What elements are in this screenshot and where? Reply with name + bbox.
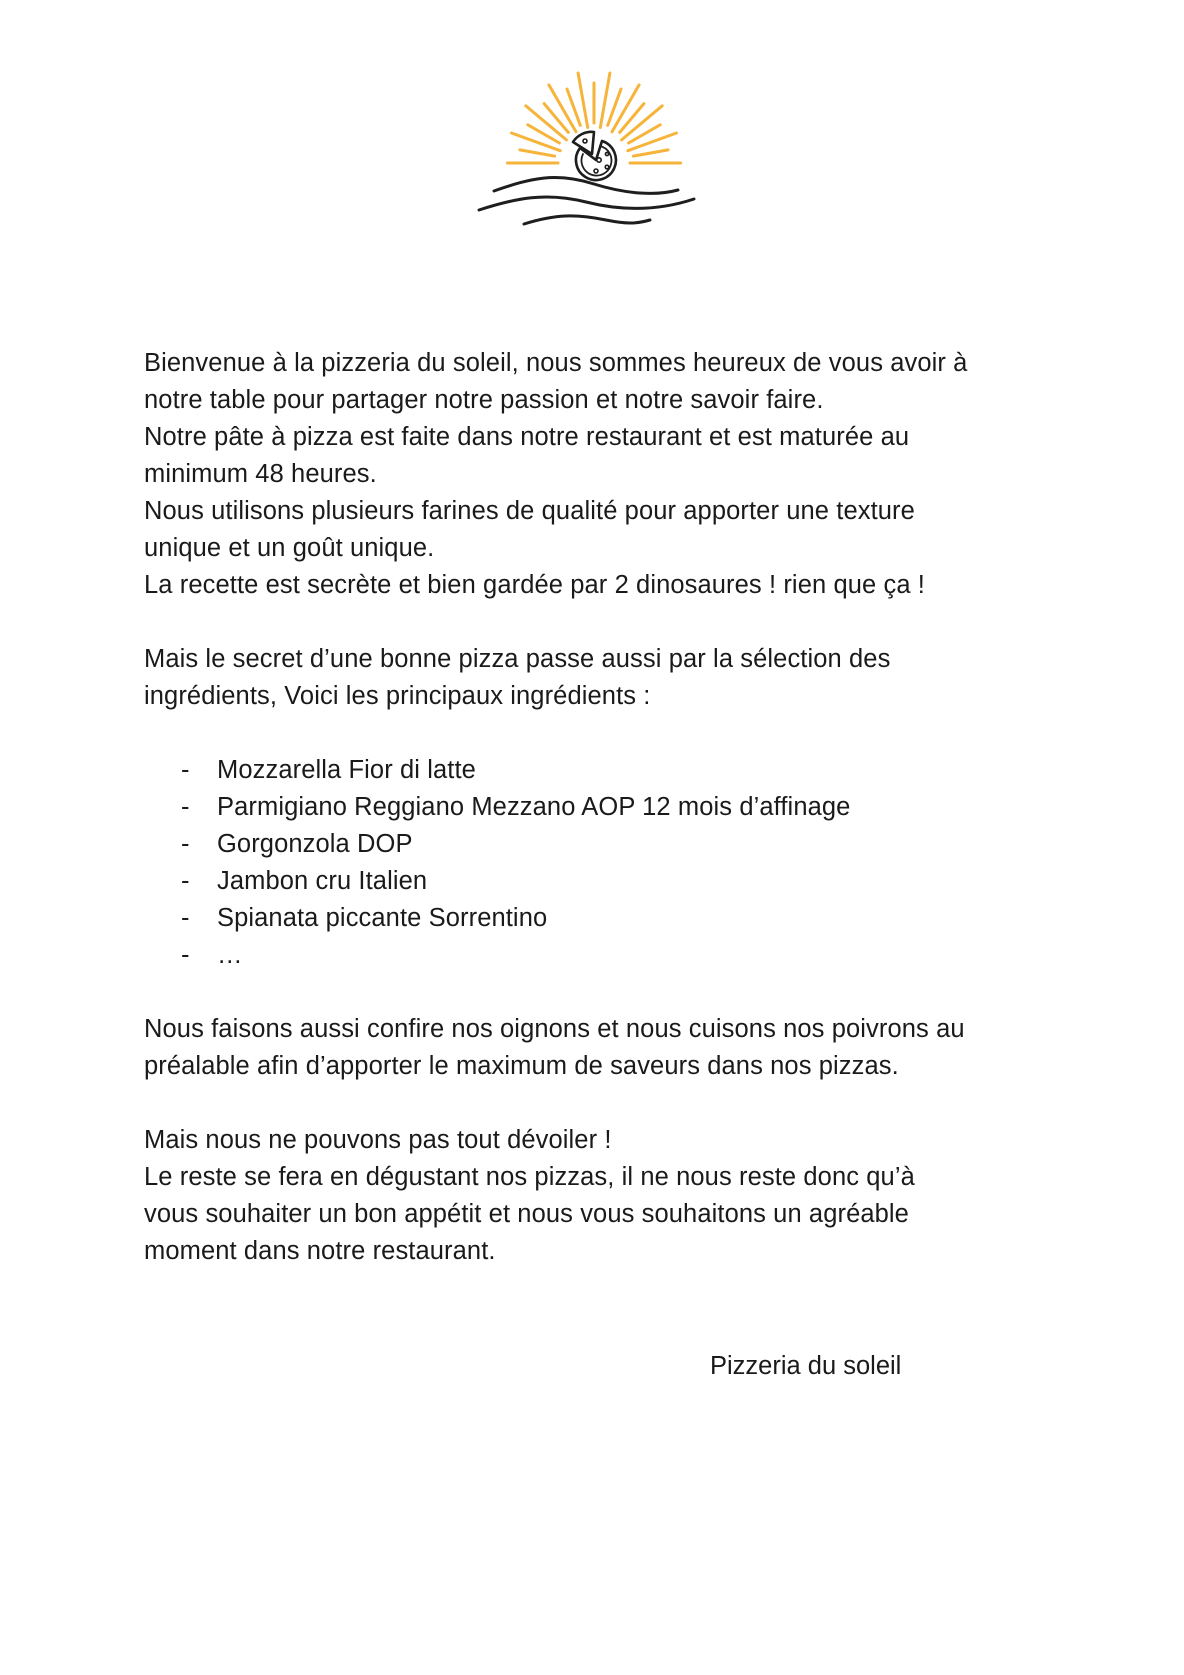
ingredient-item <box>144 937 1064 974</box>
ingredients-intro-paragraph <box>144 641 1064 715</box>
closing-line: moment dans notre restaurant. <box>144 1237 496 1265</box>
ingredient-label: Spianata piccante Sorrentino <box>217 904 548 932</box>
ingredient-item <box>144 863 1064 900</box>
preparation-line: Nous faisons aussi confire nos oignons et nous cuisons nos poivrons au <box>144 1015 965 1043</box>
ingredient-label: Jambon cru Italien <box>217 867 428 895</box>
closing-line: Le reste se fera en dégustant nos pizzas, il ne nous reste donc qu’à <box>144 1163 915 1191</box>
sun-ray <box>520 150 555 156</box>
signature: Pizzeria du soleil <box>710 1352 902 1380</box>
intro-line: La recette est secrète et bien gardée par 2 dinosaures ! rien que ça ! <box>144 571 925 599</box>
ingredient-label: Parmigiano Reggiano Mezzano AOP 12 mois d’affinage <box>217 793 851 821</box>
ingredients-intro-line: ingrédients, Voici les principaux ingrédients : <box>144 682 651 710</box>
intro-line: notre table pour partager notre passion et notre savoir faire. <box>144 386 824 414</box>
pizzeria-sun-logo <box>476 68 716 240</box>
bullet-dash: - <box>181 793 190 821</box>
closing-line: Mais nous ne pouvons pas tout dévoiler ! <box>144 1126 612 1154</box>
ingredient-item <box>144 789 1064 826</box>
sun-ray <box>628 133 677 151</box>
intro-line: Notre pâte à pizza est faite dans notre restaurant et est maturée au <box>144 423 910 451</box>
closing-line: vous souhaiter un bon appétit et nous vous souhaitons un agréable <box>144 1200 909 1228</box>
ingredient-label: … <box>217 941 243 969</box>
intro-paragraph <box>144 345 1064 604</box>
bullet-dash: - <box>181 867 190 895</box>
sun-ray <box>620 104 644 133</box>
waves-icon <box>479 178 694 224</box>
intro-line: Nous utilisons plusieurs farines de qualité pour apporter une texture <box>144 497 915 525</box>
letter-body <box>144 345 1064 1270</box>
closing-paragraph <box>144 1122 1064 1270</box>
sun-ray <box>633 150 668 156</box>
ingredients-intro-line: Mais le secret d’une bonne pizza passe aussi par la sélection des <box>144 645 891 673</box>
preparation-paragraph <box>144 1011 1064 1085</box>
ingredient-label: Mozzarella Fior di latte <box>217 756 476 784</box>
sun-ray <box>544 104 568 133</box>
ingredient-list <box>144 752 1064 974</box>
ingredient-label: Gorgonzola DOP <box>217 830 413 858</box>
ingredient-item <box>144 826 1064 863</box>
ingredient-item <box>144 900 1064 937</box>
intro-line: minimum 48 heures. <box>144 460 377 488</box>
ingredient-item <box>144 752 1064 789</box>
intro-line: unique et un goût unique. <box>144 534 435 562</box>
pizza-icon <box>573 132 616 180</box>
bullet-dash: - <box>181 756 190 784</box>
bullet-dash: - <box>181 904 190 932</box>
intro-line: Bienvenue à la pizzeria du soleil, nous sommes heureux de vous avoir à <box>144 349 968 377</box>
bullet-dash: - <box>181 941 190 969</box>
sun-ray <box>512 133 561 151</box>
bullet-dash: - <box>181 830 190 858</box>
preparation-line: préalable afin d’apporter le maximum de saveurs dans nos pizzas. <box>144 1052 899 1080</box>
sun-rays-icon <box>507 73 680 163</box>
